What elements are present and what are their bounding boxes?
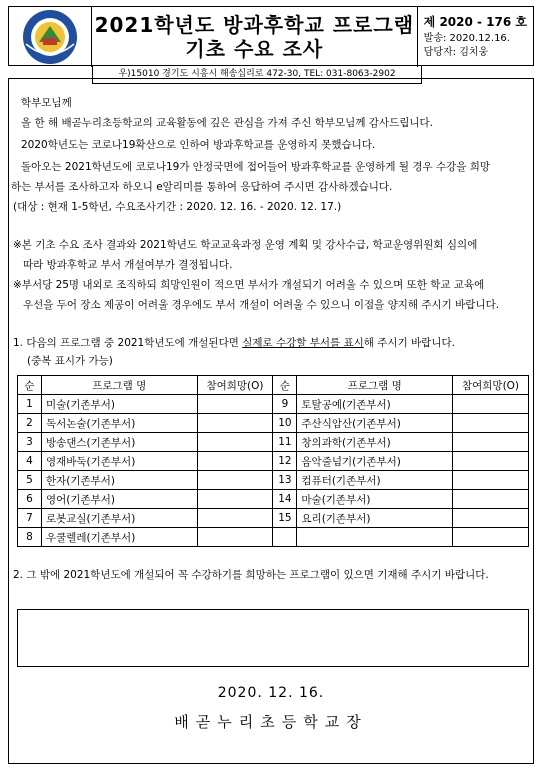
program-name-right: 토탈공예(기존부서) (297, 395, 453, 414)
program-name-right: 마술(기존부서) (297, 490, 453, 509)
table-row (18, 433, 529, 452)
program-name-left: 영어(기존부서) (41, 490, 197, 509)
row-num-left: 8 (18, 528, 42, 547)
row-num-right: 11 (273, 433, 297, 452)
question-2: 2. 그 밖에 2021학년도에 개설되어 꼭 수강하기를 희망하는 프로그램이 있으면 기재해 주시기 바랍니다. (13, 569, 489, 581)
want-check-right[interactable] (453, 509, 529, 528)
row-num-left: 6 (18, 490, 42, 509)
question-1-sub: (중복 표시가 가능) (27, 355, 113, 367)
letter-line-3: 돌아오는 2021학년도에 코로나19가 안정국면에 접어들어 방과후학교를 운영하게 될 경우 수강을 희망 (21, 161, 491, 173)
want-check-right[interactable] (453, 395, 529, 414)
table-row (18, 471, 529, 490)
want-check-right[interactable] (453, 471, 529, 490)
note-1b: 따라 방과후학교 부서 개설여부가 결정됩니다. (23, 259, 233, 271)
program-name-left: 로봇교실(기존부서) (41, 509, 197, 528)
want-check-left[interactable] (197, 471, 273, 490)
row-num-right: 9 (273, 395, 297, 414)
table-row (18, 509, 529, 528)
header-num-left: 순 (18, 376, 42, 395)
letter-date: 2020. 12. 16. (217, 685, 325, 701)
document-title-line1: 2021학년도 방과후학교 프로그램 (94, 13, 415, 37)
program-name-right (297, 528, 453, 547)
document-title-line2: 기초 수요 조사 (185, 37, 324, 61)
row-num-right: 13 (273, 471, 297, 490)
letter-body (8, 78, 534, 764)
program-table (17, 375, 529, 547)
program-name-left: 영재바둑(기존부서) (41, 452, 197, 471)
row-num-left: 5 (18, 471, 42, 490)
want-check-left[interactable] (197, 395, 273, 414)
program-name-left: 한자(기존부서) (41, 471, 197, 490)
header-want-left: 참여희망(O) (197, 376, 273, 395)
table-row (18, 395, 529, 414)
row-num-left: 1 (18, 395, 42, 414)
note-2b: 우선을 두어 장소 제공이 어려울 경우에도 부서 개설이 어려울 수 있으니 이점을 양지해 주시기 바랍니다. (23, 299, 500, 311)
table-row (18, 414, 529, 433)
info-cell (418, 7, 533, 65)
logo-cell (9, 7, 92, 67)
program-name-right: 창의과학(기존부서) (297, 433, 453, 452)
question-1-prefix: 1. 다음의 프로그램 중 2021학년도에 개설된다면 (13, 337, 239, 349)
program-name-right: 요리(기존부서) (297, 509, 453, 528)
header-num-right: 순 (273, 376, 297, 395)
program-name-right: 컴퓨터(기존부서) (297, 471, 453, 490)
program-name-left: 우쿨렐레(기존부서) (41, 528, 197, 547)
want-check-right (453, 528, 529, 547)
note-2a: ※부서당 25명 내외로 조직하되 희망인원이 적으면 부서가 개설되기 어려울 수 있으며 또한 학교 교육에 (13, 279, 485, 291)
letter-line-4: 하는 부서를 조사하고자 하오니 e알리미를 통하여 응답하여 주시면 감사하겠습니다. (11, 181, 393, 193)
want-check-left[interactable] (197, 452, 273, 471)
issue-date: 발송: 2020.12.16. (423, 33, 510, 44)
table-header-row (18, 376, 529, 395)
want-check-left[interactable] (197, 433, 273, 452)
want-check-right[interactable] (453, 490, 529, 509)
survey-period: (대상 : 현재 1-5학년, 수요조사기간 : 2020. 12. 16. - 2020. 12. 17.) (13, 201, 342, 213)
want-check-right[interactable] (453, 433, 529, 452)
table-row (18, 452, 529, 471)
row-num-left: 7 (18, 509, 42, 528)
document-header (8, 6, 534, 66)
question-1-emphasis: 실제로 수강할 부서를 표시 (242, 337, 364, 349)
letter-line-2: 2020학년도는 코로나19확산으로 인하여 방과후학교를 운영하지 못했습니다. (21, 139, 376, 151)
row-num-left: 3 (18, 433, 42, 452)
program-name-right: 주산식암산(기존부서) (297, 414, 453, 433)
program-name-left: 미술(기존부서) (41, 395, 197, 414)
staff-name: 담당자: 김치웅 (423, 47, 489, 58)
row-num-right: 12 (273, 452, 297, 471)
note-1a: ※본 기초 수요 조사 결과와 2021학년도 학교교육과정 운영 계획 및 강사수급, 학교운영위원회 심의에 (13, 239, 478, 251)
free-answer-box[interactable] (17, 609, 529, 667)
program-name-right: 음악줄넘기(기존부서) (297, 452, 453, 471)
want-check-right[interactable] (453, 452, 529, 471)
program-name-left: 방송댄스(기존부서) (41, 433, 197, 452)
row-num-left: 2 (18, 414, 42, 433)
want-check-left[interactable] (197, 509, 273, 528)
question-1-suffix: 해 주시기 바랍니다. (363, 337, 455, 349)
want-check-right[interactable] (453, 414, 529, 433)
row-num-left: 4 (18, 452, 42, 471)
title-cell (92, 7, 418, 67)
want-check-left[interactable] (197, 414, 273, 433)
letter-line-1: 올 한 해 배곧누리초등학교의 교육활동에 깊은 관심을 가져 주신 학부모님께 감사드립니다. (21, 117, 434, 129)
row-num-right: 15 (273, 509, 297, 528)
row-num-right (273, 528, 297, 547)
want-check-left[interactable] (197, 490, 273, 509)
table-row (18, 490, 529, 509)
school-logo-icon (21, 8, 79, 66)
document-number: 제 2020 - 176 호 (423, 15, 527, 29)
header-want-right: 참여희망(O) (453, 376, 529, 395)
greeting: 학부모님께 (21, 97, 72, 109)
header-name-left: 프로그램 명 (41, 376, 197, 395)
header-name-right: 프로그램 명 (297, 376, 453, 395)
table-row (18, 528, 529, 547)
program-name-left: 독서논술(기존부서) (41, 414, 197, 433)
want-check-left[interactable] (197, 528, 273, 547)
row-num-right: 10 (273, 414, 297, 433)
program-table-body (18, 395, 529, 547)
question-1 (13, 335, 455, 351)
school-name: 배곧누리초등학교장 (174, 713, 368, 731)
row-num-right: 14 (273, 490, 297, 509)
school-address: 우)15010 경기도 시흥시 해송십리로 472-30, TEL: 031-8063-2902 (92, 66, 422, 84)
